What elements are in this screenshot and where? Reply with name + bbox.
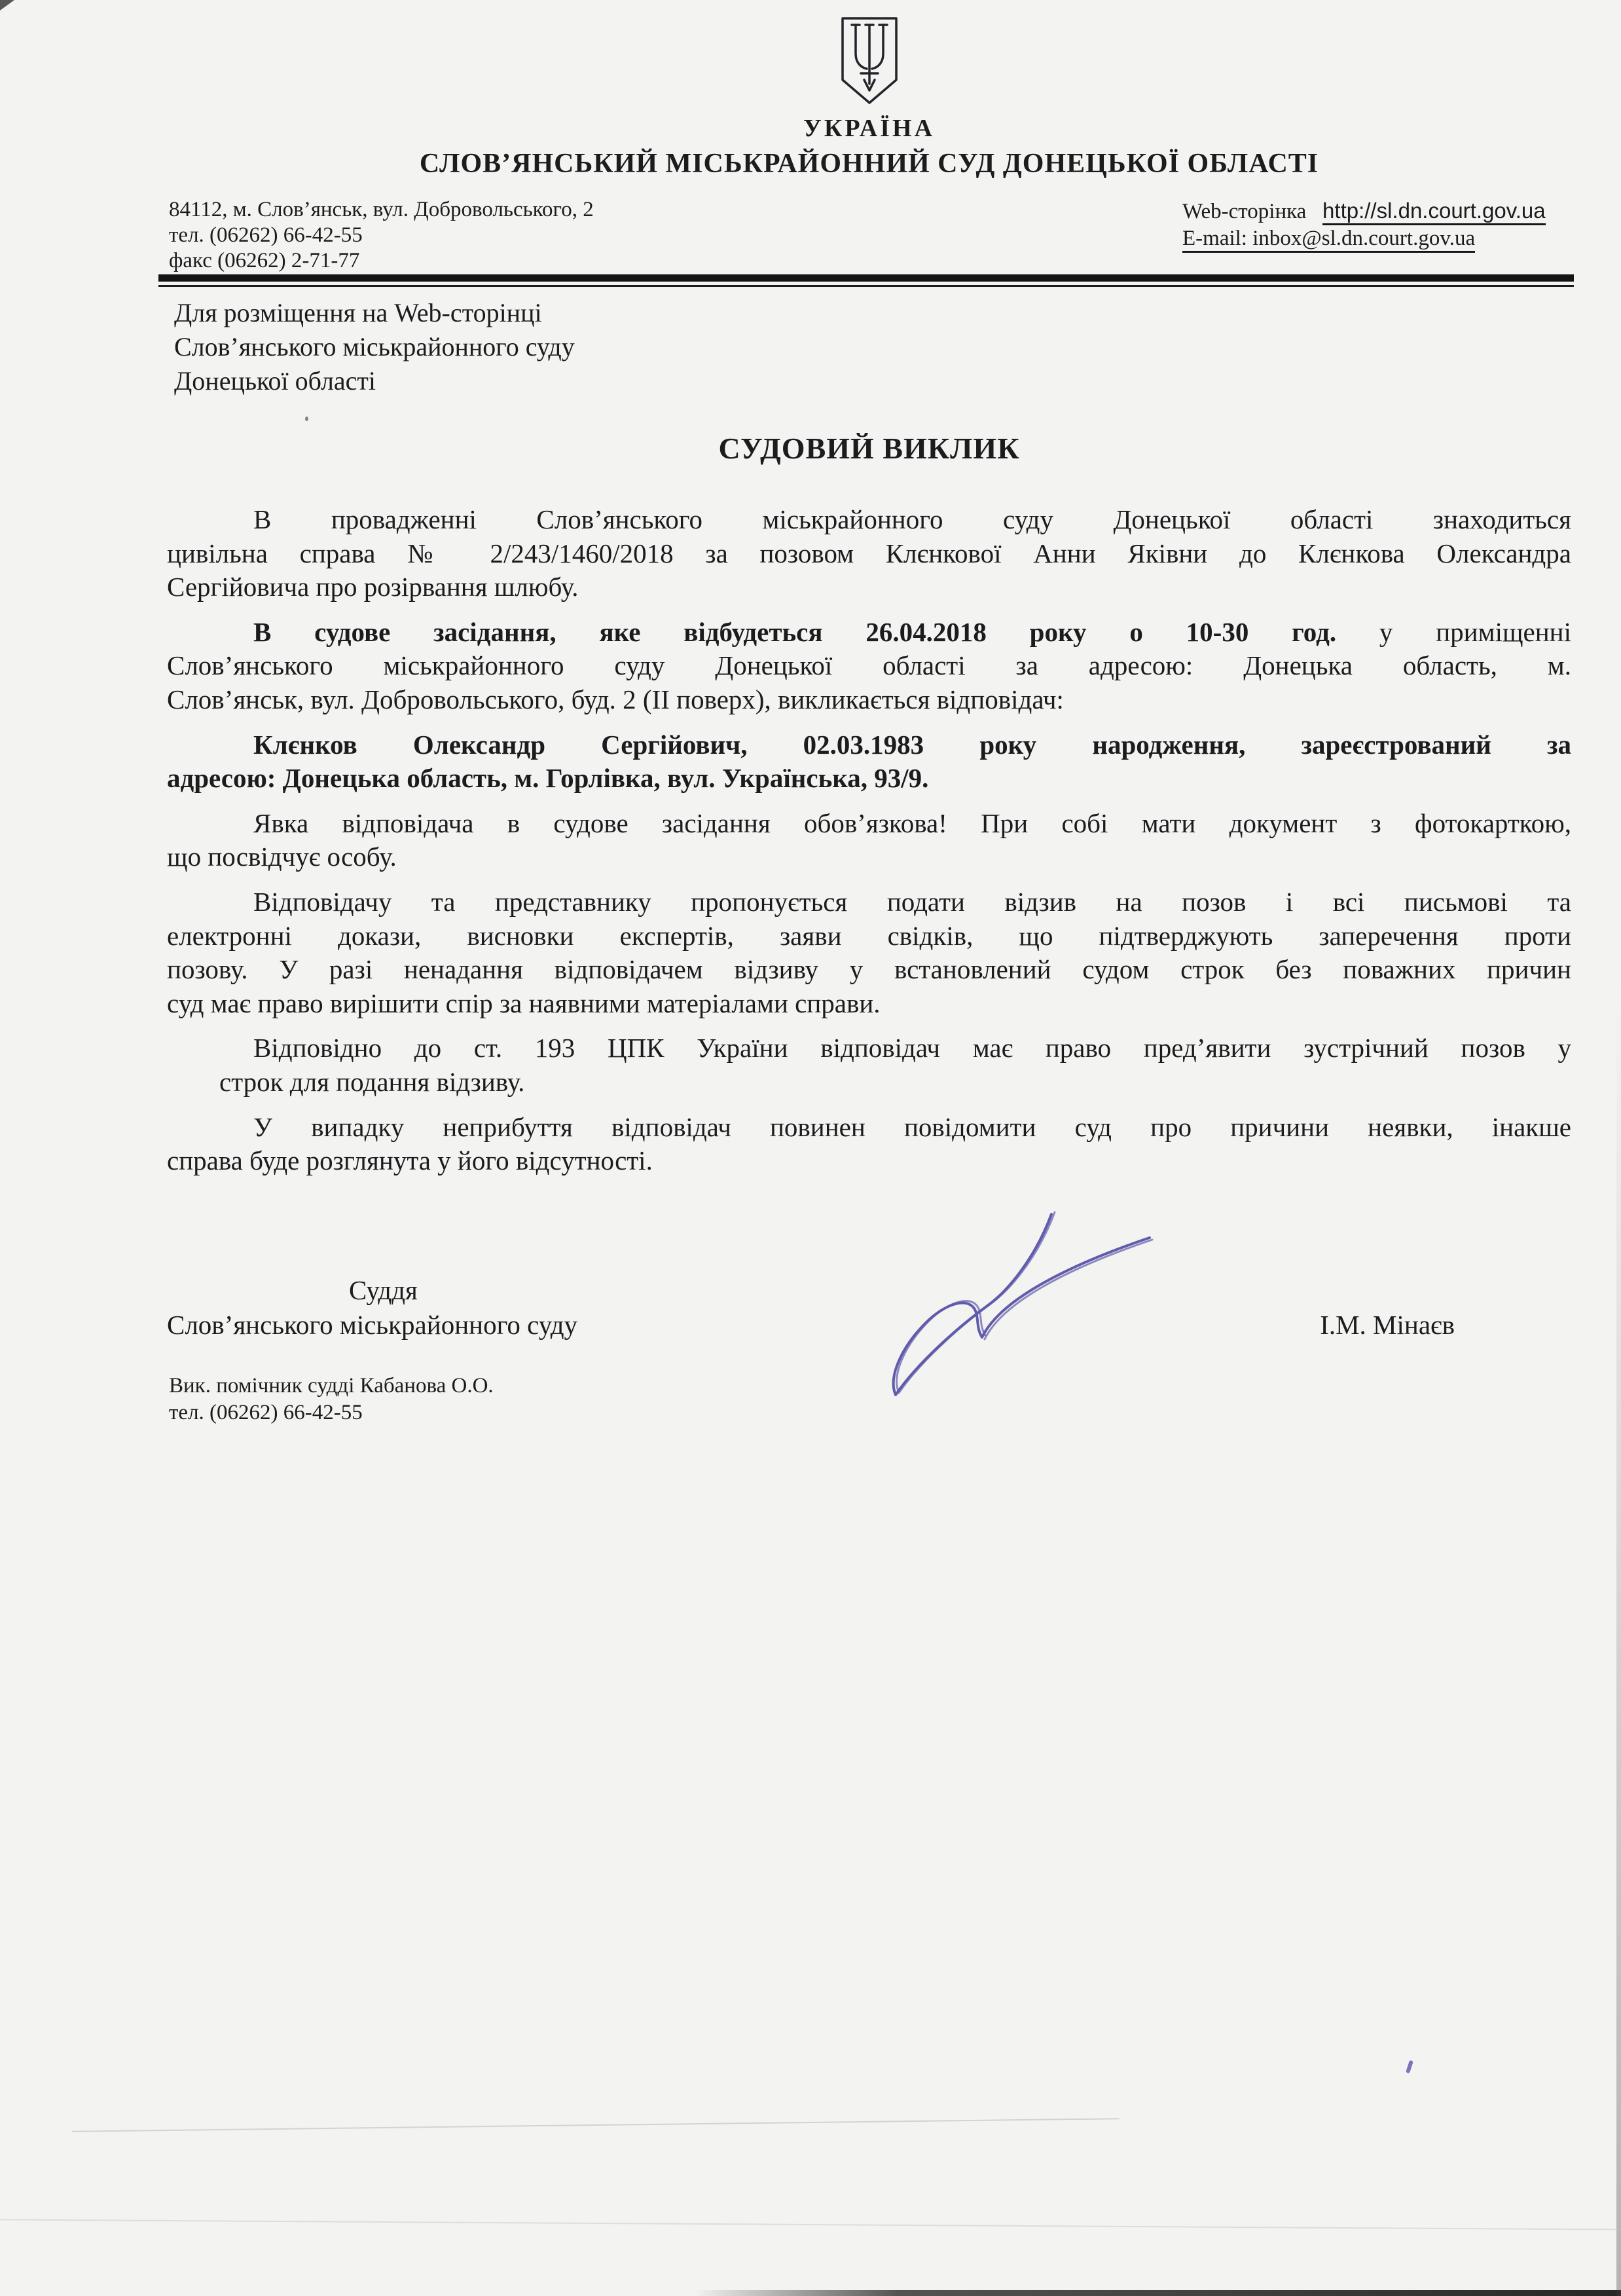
body-text: строк для подання відзиву. [219,1066,525,1097]
court-website-url: http://sl.dn.court.gov.ua [1322,198,1546,225]
body-paragraph [167,807,1571,874]
body-text-bold: адресою: Донецька область, м. Горлівка, вул. Українська, 93/9. [167,763,929,794]
body-line [167,503,1571,537]
letterhead-divider [158,274,1574,287]
body-line [167,683,1571,717]
body-text: цивільна справа № 2/243/1460/2018 за позовом Клєнкової Анни Яківни до Клєнкова Олександра [167,538,1571,568]
signature-row [167,1308,1571,1342]
scan-artifact-crease [72,2118,1120,2132]
body-line [167,537,1571,571]
body-text: Відповідно до ст. 193 ЦПК України відповідач має право пред’явити зустрічний позов у [253,1033,1571,1064]
body-line [167,953,1571,987]
scan-artifact-crease [0,2219,1621,2230]
body-line [167,728,1571,762]
body-text: Слов’янськ, вул. Добровольського, буд. 2 (ІІ поверх), викликається відповідач: [167,684,1064,714]
web-line [1182,197,1546,225]
court-fax: факс (06262) 2-71-77 [169,249,360,272]
body-line [167,570,1571,604]
body-text: позову. У разі ненадання відповідачем відзиву у встановлений судом строк без поважних причин [167,954,1571,985]
body-paragraph [167,1111,1571,1178]
scan-artifact-right-edge [1616,982,1621,2296]
web-placement-note [174,296,575,398]
body-text: У випадку неприбуття відповідач повинен повідомити суд про причини неявки, інакше [253,1111,1571,1142]
judge-role-line1: Суддя [349,1275,418,1305]
body-text: Сергійовича про розірвання шлюбу. [167,572,579,602]
body-line [167,1065,1571,1100]
note-line: Для розміщення на Web-сторінці [174,298,542,327]
email-line [1182,225,1546,252]
body-text: що посвідчує особу. [167,842,397,872]
letterhead [167,16,1571,179]
executor-name: Вик. помічник судді Кабанова О.О. [169,1374,494,1398]
executor-phone: тел. (06262) 66-42-55 [169,1401,363,1424]
judge-role-line2: Слов’янського міськрайонного суду [167,1310,578,1340]
body-text-bold: Клєнков Олександр Сергійович, 02.03.1983 року народження, зареєстрований за [253,729,1571,760]
note-line: Донецької області [174,366,376,396]
court-address: 84112, м. Слов’янськ, вул. Добровольського, 2 [169,198,594,221]
body-paragraph [167,616,1571,717]
body-text: Явка відповідача в судове засідання обов’язкова! При собі мати документ з фотокарткою, [253,807,1571,838]
web-label: Web-сторінка [1182,200,1307,223]
body-line [167,649,1571,683]
body-line [167,1111,1571,1145]
body-paragraph [167,728,1571,796]
court-email: E-mail: inbox@sl.dn.court.gov.ua [1182,227,1475,253]
note-line: Слов’янського міськрайонного суду [174,332,575,361]
scan-artifact-ink-speck [1406,2060,1413,2074]
body-text: справа буде розглянута у його відсутності. [167,1145,653,1176]
body-line [167,1144,1571,1178]
signature-block [167,1273,1571,1342]
body-line [167,840,1571,874]
body-line [167,987,1571,1021]
body-text: Відповідачу та представнику пропонується подати відзив на позов і всі письмові та [253,886,1571,917]
body-text: у приміщенні [1336,616,1571,647]
body-text: електронні докази, висновки експертів, заяви свідків, що підтверджують заперечення проти [167,920,1571,951]
court-name: СЛОВ’ЯНСЬКИЙ МІСЬКРАЙОННИЙ СУД ДОНЕЦЬКОЇ ОБЛАСТІ [419,149,1319,179]
body-line [167,807,1571,841]
body-line [167,762,1571,796]
body-line [167,616,1571,650]
body-text-bold: В судове засідання, яке відбудеться 26.04.2018 року о 10-30 год. [253,616,1337,647]
body-text: суд має право вирішити спір за наявними матеріалами справи. [167,988,881,1018]
body-text: Слов’янського міськрайонного суду Донецької області за адресою: Донецька область, м. [167,650,1571,681]
contact-block-left [169,197,594,274]
contact-block-right [1182,197,1546,252]
body-line [167,1031,1571,1065]
body-paragraph [167,503,1571,604]
scan-artifact-dot [305,417,308,421]
scan-artifact-corner [0,0,14,10]
divider-thick-line [158,274,1574,282]
executor-note [169,1373,494,1426]
document-body [167,503,1571,1189]
document-title: СУДОВИЙ ВИКЛИК [718,432,1020,465]
body-paragraph [167,1031,1571,1099]
body-text: В провадженні Слов’янського міськрайонного суду Донецької області знаходиться [253,504,1571,534]
tryzub-coat-of-arms-icon [839,16,900,106]
body-paragraph [167,885,1571,1020]
judge-name: І.М. Мінаєв [1320,1310,1455,1340]
country-title: УКРАЇНА [803,115,936,142]
divider-thin-line [158,285,1574,287]
body-line [167,885,1571,919]
body-line [167,919,1571,954]
scan-artifact-bottom-edge [694,2290,1621,2296]
court-phone: тел. (06262) 66-42-55 [169,223,363,247]
